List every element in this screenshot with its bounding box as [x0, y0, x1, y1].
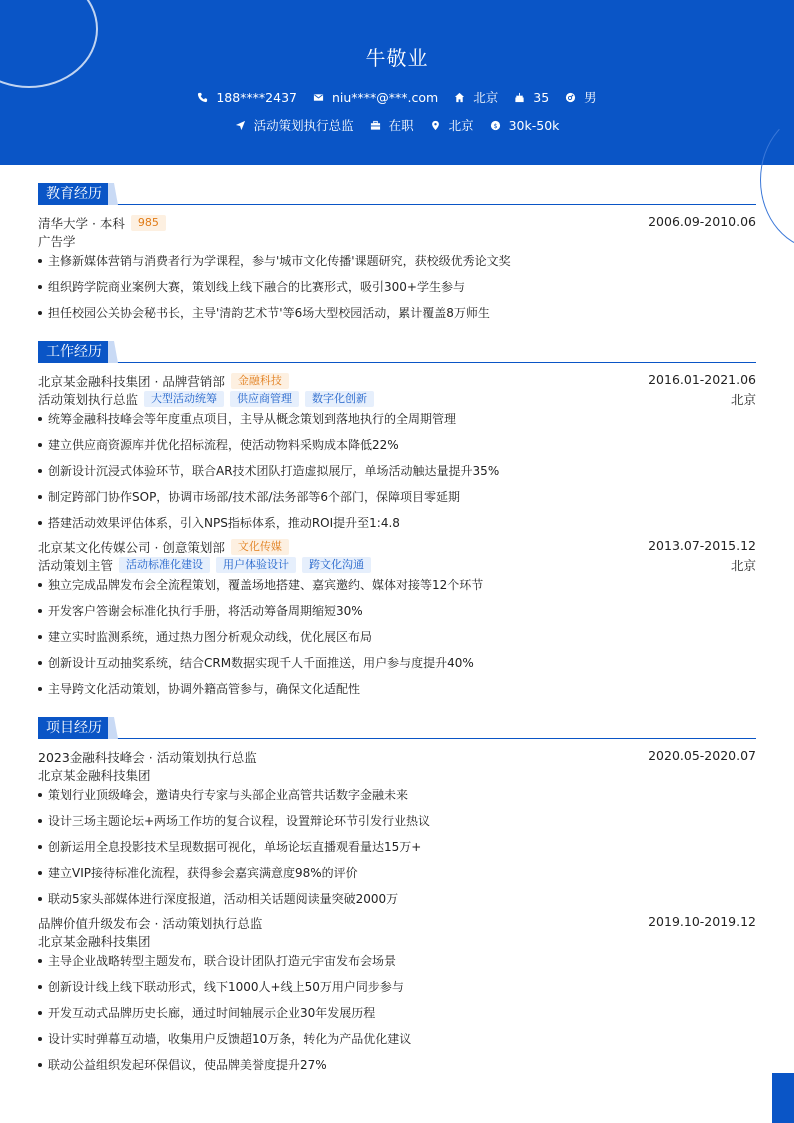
bullet-dot: [38, 1063, 42, 1067]
position-text: 活动策划执行总监: [253, 118, 354, 133]
email-text: niu****@***.com: [331, 89, 439, 105]
city-text: 北京: [448, 118, 474, 133]
bullet-text: 主导企业战略转型主题发布，联合设计团队打造元宇宙发布会场景: [48, 954, 397, 968]
project-date: 2020.05-2020.07: [648, 748, 756, 763]
list-item: [38, 462, 756, 480]
bullet-text: 创新设计线上线下联动形式，线下1000人+线上50万用户同步参与: [48, 980, 404, 994]
bullet-dot: [38, 661, 42, 665]
bullet-dot: [38, 583, 42, 587]
hometown-text: 北京: [473, 90, 499, 105]
bullet-dot: [38, 845, 42, 849]
bullet-dot: [38, 259, 42, 263]
school-name: 清华大学 · 本科: [38, 216, 125, 231]
bullet-dot: [38, 793, 42, 797]
list-item: [38, 952, 756, 970]
list-item: [38, 786, 756, 804]
bullet-text: 建立实时监测系统，通过热力图分析观众动线，优化展区布局: [48, 630, 373, 644]
bullet-dot: [38, 311, 42, 315]
skill-tag: 活动标准化建设: [119, 557, 210, 573]
major-row: [38, 232, 756, 250]
bullet-text: 设计三场主题论坛+两场工作坊的复合议程，设置辩论环节引发行业热议: [48, 814, 431, 828]
job-role-row: [38, 556, 756, 574]
bullet-dot: [38, 897, 42, 901]
education-date: 2006.09-2010.06: [648, 214, 756, 229]
bullet-dot: [38, 1037, 42, 1041]
bullet-text: 建立供应商资源库并优化招标流程，使活动物料采购成本降低22%: [48, 438, 399, 452]
skill-tag: 供应商管理: [230, 391, 299, 407]
list-item: [38, 410, 756, 428]
bullet-dot: [38, 687, 42, 691]
age-item: [514, 90, 549, 105]
project-org: 北京某金融科技集团: [38, 768, 151, 783]
bullet-text: 制定跨部门协作SOP，协调市场部/技术部/法务部等6个部门，保障项目零延期: [48, 490, 461, 504]
gender-item: [565, 88, 597, 106]
section-title-text: 工作经历: [38, 341, 108, 363]
education-row: [38, 214, 756, 232]
project-header-row: [38, 748, 756, 766]
job-date: 2016.01-2021.06: [648, 372, 756, 387]
skill-tag: 数字化创新: [305, 391, 374, 407]
section-education: [38, 183, 756, 205]
list-item: [38, 628, 756, 646]
money-icon: [490, 120, 501, 131]
position-item: [235, 116, 354, 134]
job-date: 2013.07-2015.12: [648, 538, 756, 553]
major: 广告学: [38, 234, 76, 249]
skill-tag: 大型活动统筹: [144, 391, 224, 407]
email-item: [313, 90, 438, 105]
phone-icon: [197, 92, 208, 103]
bullet-dot: [38, 959, 42, 963]
status-item: [370, 116, 414, 134]
job-intent-row: [0, 116, 794, 134]
company-name: 北京某金融科技集团 · 品牌营销部: [38, 374, 225, 389]
location-pin-icon: [430, 120, 441, 131]
industry-tag: 文化传媒: [231, 539, 289, 555]
bullet-text: 组织跨学院商业案例大赛，策划线上线下融合的比赛形式，吸引300+学生参与: [48, 280, 465, 294]
bullet-dot: [38, 285, 42, 289]
project-name: 品牌价值升级发布会 · 活动策划执行总监: [38, 916, 263, 931]
section-tab-decoration: [108, 341, 118, 363]
list-item: [38, 488, 756, 506]
industry-tag: 金融科技: [231, 373, 289, 389]
resume-header: [0, 0, 794, 165]
list-item: [38, 602, 756, 620]
list-item: [38, 680, 756, 698]
bullet-text: 主导跨文化活动策划，协调外籍高管参与，确保文化适配性: [48, 682, 361, 696]
bullet-text: 联动5家头部媒体进行深度报道，活动相关话题阅读量突破2000万: [48, 892, 399, 906]
bullet-dot: [38, 417, 42, 421]
contact-row: [0, 88, 794, 106]
list-item: [38, 1056, 756, 1074]
list-item: [38, 864, 756, 882]
job-header-row: [38, 538, 756, 556]
list-item: [38, 1004, 756, 1022]
decorative-corner-block: [772, 1073, 794, 1123]
list-item: [38, 654, 756, 672]
salary-text: 30k-50k: [508, 117, 560, 133]
bullet-dot: [38, 609, 42, 613]
project-org: 北京某金融科技集团: [38, 934, 151, 949]
age-text: 35: [533, 89, 550, 105]
list-item: [38, 1030, 756, 1048]
bullet-text: 设计实时弹幕互动墙，收集用户反馈超10万条，转化为产品优化建议: [48, 1032, 412, 1046]
job-role: 活动策划执行总监: [38, 392, 139, 407]
hometown-item: [454, 88, 498, 106]
job-city: 北京: [730, 392, 756, 407]
candidate-name: 牛敬业: [365, 46, 429, 70]
bullet-dot: [38, 1011, 42, 1015]
project-name: 2023金融科技峰会 · 活动策划执行总监: [38, 750, 257, 765]
list-item: [38, 304, 756, 322]
city-item: [430, 116, 474, 134]
project-date: 2019.10-2019.12: [648, 914, 756, 929]
section-title-text: 项目经历: [38, 717, 108, 739]
mail-icon: [313, 92, 324, 103]
list-item: [38, 812, 756, 830]
bullet-text: 创新运用全息投影技术呈现数据可视化，单场论坛直播观看量达15万+: [48, 840, 422, 854]
bullet-text: 独立完成品牌发布会全流程策划，覆盖场地搭建、嘉宾邀约、媒体对接等12个环节: [48, 578, 484, 592]
job-role: 活动策划主管: [38, 558, 114, 573]
section-work: [38, 341, 756, 363]
list-item: [38, 838, 756, 856]
project-org-row: [38, 766, 756, 784]
list-item: [38, 436, 756, 454]
bullet-text: 策划行业顶级峰会，邀请央行专家与头部企业高管共话数字金融未来: [48, 788, 409, 802]
briefcase-icon: [370, 120, 381, 131]
bullet-dot: [38, 819, 42, 823]
job-header-row: [38, 372, 756, 390]
list-item: [38, 890, 756, 908]
phone-text: 188****2437: [216, 89, 297, 105]
bullet-text: 开发互动式品牌历史长廊，通过时间轴展示企业30年发展历程: [48, 1006, 376, 1020]
list-item: [38, 252, 756, 270]
bullet-text: 担任校园公关协会秘书长，主导'清韵艺术节'等6场大型校园活动，累计覆盖8万师生: [48, 306, 490, 320]
job-city: 北京: [730, 558, 756, 573]
status-text: 在职: [388, 118, 414, 133]
bullet-dot: [38, 871, 42, 875]
gender-icon: [565, 92, 576, 103]
bullet-dot: [38, 521, 42, 525]
project-header-row: [38, 914, 756, 932]
skill-tag: 跨文化沟通: [302, 557, 371, 573]
section-title-text: 教育经历: [38, 183, 108, 205]
list-item: [38, 978, 756, 996]
bullet-text: 主修新媒体营销与消费者行为学课程，参与'城市文化传播'课题研究，获校级优秀论文奖: [48, 254, 511, 268]
cake-icon: [514, 92, 525, 103]
company-name: 北京某文化传媒公司 · 创意策划部: [38, 540, 225, 555]
gender-text: 男: [584, 90, 597, 105]
bullet-text: 建立VIP接待标准化流程，获得参会嘉宾满意度98%的评价: [48, 866, 358, 880]
list-item: [38, 514, 756, 532]
bullet-dot: [38, 443, 42, 447]
project-org-row: [38, 932, 756, 950]
svg-text:$: $: [493, 121, 498, 130]
bullet-text: 开发客户答谢会标准化执行手册，将活动筹备周期缩短30%: [48, 604, 363, 618]
bullet-dot: [38, 635, 42, 639]
bullet-text: 统筹金融科技峰会等年度重点项目，主导从概念策划到落地执行的全周期管理: [48, 412, 457, 426]
list-item: [38, 278, 756, 296]
skill-tag: 用户体验设计: [216, 557, 296, 573]
salary-item: [490, 118, 560, 133]
phone-item: [197, 90, 297, 105]
bullet-dot: [38, 985, 42, 989]
send-icon: [235, 120, 246, 131]
section-projects: [38, 717, 756, 739]
bullet-dot: [38, 469, 42, 473]
home-icon: [454, 92, 465, 103]
bullet-text: 创新设计沉浸式体验环节，联合AR技术团队打造虚拟展厅，单场活动触达量提升35%: [48, 464, 500, 478]
bullet-text: 搭建活动效果评估体系，引入NPS指标体系，推动ROI提升至1:4.8: [48, 516, 400, 530]
job-role-row: [38, 390, 756, 408]
bullet-text: 联动公益组织发起环保倡议，使品牌美誉度提升27%: [48, 1058, 327, 1072]
school-tag: 985: [131, 215, 166, 231]
bullet-dot: [38, 495, 42, 499]
section-tab-decoration: [108, 717, 118, 739]
list-item: [38, 576, 756, 594]
bullet-text: 创新设计互动抽奖系统，结合CRM数据实现千人千面推送，用户参与度提升40%: [48, 656, 474, 670]
section-tab-decoration: [108, 183, 118, 205]
